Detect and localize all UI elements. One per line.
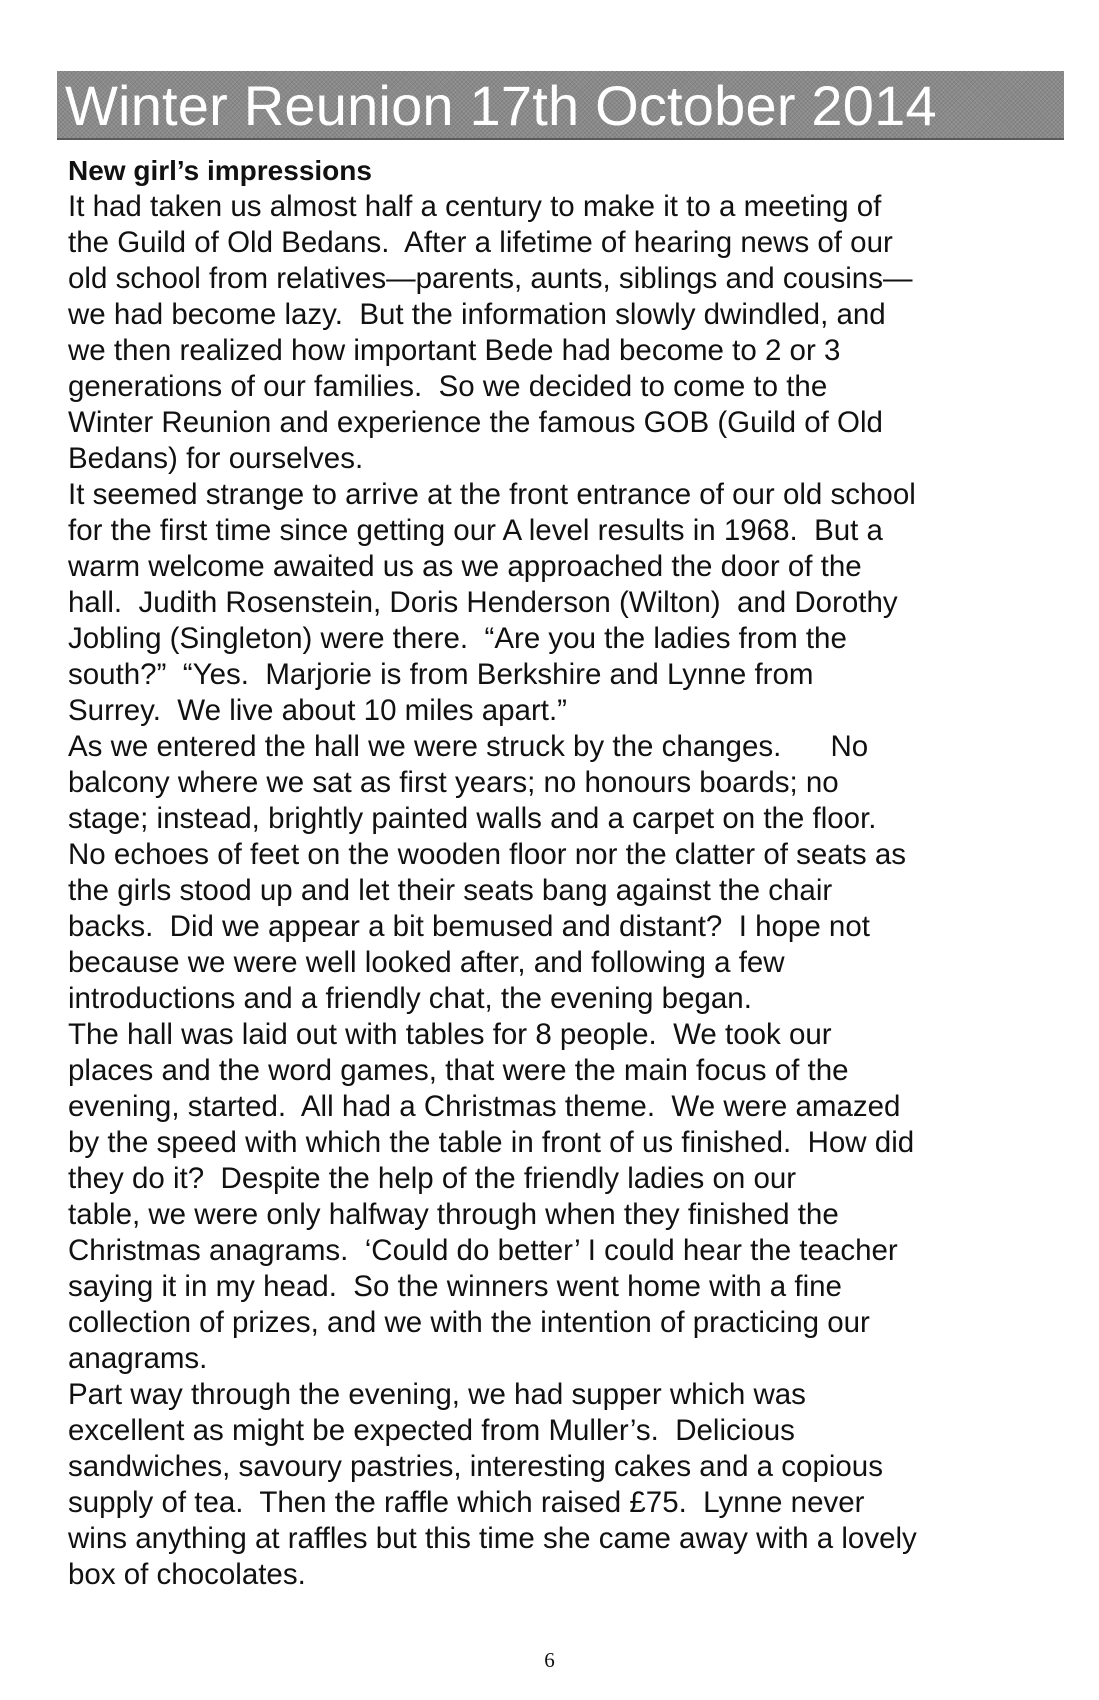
text-line: It had taken us almost half a century to make it to a meeting of	[68, 190, 882, 223]
text-line: supply of tea. Then the raffle which raised £75. Lynne never	[68, 1486, 865, 1519]
text-line: sandwiches, savoury pastries, interesting cakes and a copious	[68, 1450, 883, 1483]
text-line: backs. Did we appear a bit bemused and distant? I hope not	[68, 910, 870, 943]
text-line: It seemed strange to arrive at the front entrance of our old school	[68, 478, 916, 511]
text-line: Winter Reunion and experience the famous GOB (Guild of Old	[68, 406, 883, 439]
text-line: they do it? Despite the help of the friendly ladies on our	[68, 1162, 797, 1195]
text-line: hall. Judith Rosenstein, Doris Henderson (Wilton) and Dorothy	[68, 586, 898, 619]
text-line: for the first time since getting our A level results in 1968. But a	[68, 514, 883, 547]
text-line: generations of our families. So we decided to come to the	[68, 370, 828, 403]
text-line: old school from relatives—parents, aunts, siblings and cousins—	[68, 262, 913, 295]
page-title: Winter Reunion 17th October 2014	[65, 74, 937, 137]
text-line: warm welcome awaited us as we approached the door of the	[68, 550, 862, 583]
text-line: we had become lazy. But the information slowly dwindled, and	[68, 298, 886, 331]
text-line: As we entered the hall we were struck by the changes. No	[68, 730, 869, 763]
text-line: because we were well looked after, and following a few	[68, 946, 785, 979]
text-line: balcony where we sat as first years; no honours boards; no	[68, 766, 839, 799]
article	[68, 153, 1053, 1593]
text-line: No echoes of feet on the wooden floor nor the clatter of seats as	[68, 838, 906, 871]
text-line: The hall was laid out with tables for 8 people. We took our	[68, 1018, 832, 1051]
text-line: anagrams.	[68, 1342, 208, 1375]
text-line: table, we were only halfway through when they finished the	[68, 1198, 839, 1231]
text-line: we then realized how important Bede had become to 2 or 3	[68, 334, 841, 367]
text-line: the Guild of Old Bedans. After a lifetime of hearing news of our	[68, 226, 893, 259]
text-line: introductions and a friendly chat, the evening began.	[68, 982, 752, 1015]
text-line: box of chocolates.	[68, 1558, 306, 1591]
article-body	[68, 189, 1053, 1593]
text-line: collection of prizes, and we with the intention of practicing our	[68, 1306, 870, 1339]
text-line: the girls stood up and let their seats bang against the chair	[68, 874, 833, 907]
article-heading: New girl’s impressions	[68, 155, 372, 186]
article-paragraph	[68, 477, 1053, 729]
article-paragraph	[68, 189, 1053, 477]
text-line: Christmas anagrams. ‘Could do better’ I could hear the teacher	[68, 1234, 898, 1267]
text-line: stage; instead, brightly painted walls and a carpet on the floor.	[68, 802, 877, 835]
text-line: Part way through the evening, we had supper which was	[68, 1378, 806, 1411]
text-line: by the speed with which the table in front of us finished. How did	[68, 1126, 915, 1159]
text-line: places and the word games, that were the main focus of the	[68, 1054, 849, 1087]
article-paragraph	[68, 1377, 1053, 1593]
page-number: 6	[544, 1648, 555, 1672]
text-line: saying it in my head. So the winners went home with a fine	[68, 1270, 842, 1303]
text-line: evening, started. All had a Christmas theme. We were amazed	[68, 1090, 901, 1123]
article-paragraph	[68, 1017, 1053, 1377]
text-line: wins anything at raffles but this time she came away with a lovely	[68, 1522, 917, 1555]
text-line: Surrey. We live about 10 miles apart.”	[68, 694, 567, 727]
text-line: excellent as might be expected from Muller’s. Delicious	[68, 1414, 795, 1447]
article-paragraph	[68, 729, 1053, 1017]
text-line: south?” “Yes. Marjorie is from Berkshire and Lynne from	[68, 658, 814, 691]
text-line: Bedans) for ourselves.	[68, 442, 364, 475]
text-line: Jobling (Singleton) were there. “Are you the ladies from the	[68, 622, 847, 655]
title-banner	[57, 71, 1064, 140]
